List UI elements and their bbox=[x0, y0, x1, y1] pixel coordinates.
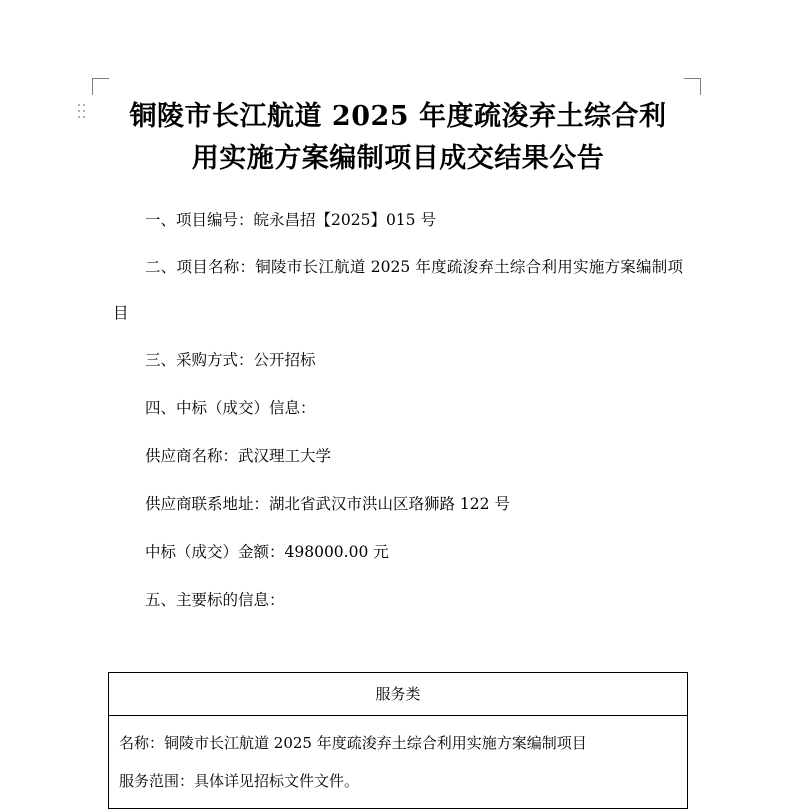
table-header-cell: 服务类 bbox=[109, 673, 688, 716]
main-subject-table-wrapper bbox=[108, 672, 688, 809]
crop-mark-top-right bbox=[684, 78, 701, 95]
paragraph-supplier-address: 供应商联系地址：湖北省武汉市洪山区珞狮路 122 号 bbox=[145, 495, 510, 513]
table-row bbox=[109, 673, 688, 716]
document-body bbox=[113, 196, 683, 624]
paragraph-award-amount: 中标（成交）金额：498000.00 元 bbox=[145, 543, 389, 561]
table-cell-line-name: 名称：铜陵市长江航道 2025 年度疏浚弃土综合利用实施方案编制项目 bbox=[119, 734, 587, 752]
page-title-line-2: 用实施方案编制项目成交结果公告 bbox=[191, 143, 605, 174]
page-title-line-1: 铜陵市长江航道 2025 年度疏浚弃土综合利 bbox=[129, 101, 667, 132]
paragraph-project-name: 二、项目名称：铜陵市长江航道 2025 年度疏浚弃土综合利用实施方案编制项目 bbox=[113, 258, 683, 322]
table-body-cell bbox=[109, 716, 688, 809]
page-title bbox=[108, 96, 688, 180]
main-subject-table bbox=[108, 672, 688, 809]
paragraph-supplier-name: 供应商名称：武汉理工大学 bbox=[145, 447, 332, 465]
table-row bbox=[109, 716, 688, 809]
paragraph-main-subject-heading: 五、主要标的信息： bbox=[145, 591, 285, 609]
paragraph-procurement-method: 三、采购方式：公开招标 bbox=[145, 351, 316, 369]
paragraph-project-number: 一、项目编号：皖永昌招【2025】015 号 bbox=[145, 211, 436, 229]
paragraph-award-info-heading: 四、中标（成交）信息： bbox=[145, 399, 316, 417]
drag-handle-icon[interactable] bbox=[78, 104, 85, 122]
table-cell-line-scope: 服务范围：具体详见招标文件文件。 bbox=[119, 772, 360, 790]
crop-mark-top-left bbox=[92, 78, 109, 95]
